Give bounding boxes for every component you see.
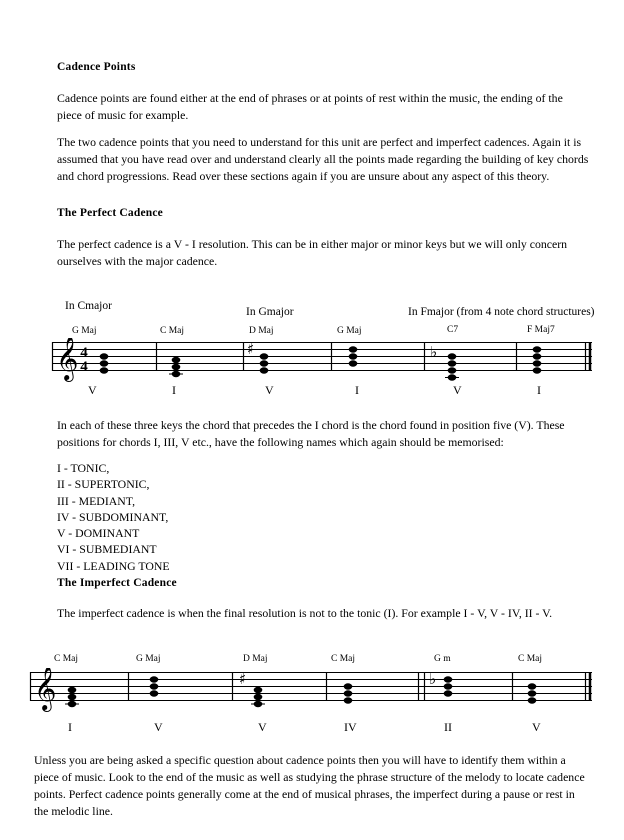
paragraph-in-each-key: In each of these three keys the chord that precedes the I chord is the chord found in position five (V). These positions for chords I, III, V etc., have the following names which again should be memorised: — [57, 418, 565, 450]
roman-numeral-2-5: II — [444, 720, 452, 734]
roman-numeral-3: V — [265, 383, 274, 397]
chord-label-2-d-maj: D Maj — [243, 654, 268, 664]
svg-text:𝄞: 𝄞 — [56, 338, 79, 380]
chord-position-list — [57, 460, 457, 574]
music-example-imperfect-cadence — [0, 650, 624, 740]
list-item-dominant: V - DOMINANT — [57, 526, 140, 541]
paragraph-intro-1: Cadence points are found either at the end of phrases or at points of rest within the music, the ending of the piece of music for example. — [57, 91, 563, 123]
roman-numeral-2-6: V — [532, 720, 541, 734]
svg-text:𝄞: 𝄞 — [34, 668, 57, 710]
roman-numeral-2: I — [172, 383, 176, 397]
roman-numeral-2-3: V — [258, 720, 267, 734]
paragraph-imperfect-cadence: The imperfect cadence is when the final resolution is not to the tonic (I). For example I - V, V - IV, II - V. — [57, 606, 553, 620]
paragraph-perfect-cadence: The perfect cadence is a V - I resolution. This can be in either major or minor keys but we will only concern ourselves with the major cadence. — [57, 237, 568, 269]
chord-label-2-g-minor: G m — [434, 654, 451, 664]
roman-numeral-5: V — [453, 383, 462, 397]
key-label-c-major: In Cmajor — [65, 300, 112, 312]
roman-numeral-1: V — [88, 383, 97, 397]
staff-system-2 — [0, 668, 624, 728]
chord-label-2-c-maj-1: C Maj — [54, 654, 79, 664]
heading-imperfect-cadence: The Imperfect Cadence — [57, 577, 177, 589]
list-item-leading-tone: VII - LEADING TONE — [57, 558, 170, 573]
paragraph-closing: Unless you are being asked a specific question about cadence points then you will have to identify them within a piece of music. Look to the end of the music as well as studying the phrase structure of the melody to locate cadence points. Perfect cadence points generally come at the end of musical phrases, the imperfect during a pause or rest in the melodic line. — [34, 753, 585, 819]
chord-label-f-maj7: F Maj7 — [527, 325, 555, 335]
heading-perfect-cadence: The Perfect Cadence — [57, 207, 163, 219]
heading-cadence-points: Cadence Points — [57, 61, 136, 73]
music-example-perfect-cadence — [0, 296, 624, 401]
paragraph-intro-2: The two cadence points that you need to understand for this unit are perfect and imperfect cadences. Again it is assumed that you have read over and understand clearly all the points made regarding the building of key chords and chord progressions. Read over these sections again if you are unsure about any aspect of this theory. — [57, 135, 589, 184]
chord-label-g-maj-1: G Maj — [72, 326, 97, 336]
chord-label-2-c-maj-2: C Maj — [331, 654, 356, 664]
list-item-tonic: I - TONIC, — [57, 461, 110, 475]
svg-text:♭: ♭ — [430, 343, 438, 361]
chord-label-2-c-maj-3: C Maj — [518, 654, 543, 664]
svg-text:♯: ♯ — [247, 340, 255, 358]
list-item-mediant: III - MEDIANT, — [57, 493, 136, 508]
svg-text:4: 4 — [80, 359, 88, 375]
chord-label-c-maj-1: C Maj — [160, 326, 185, 336]
list-item-submediant: VI - SUBMEDIANT — [57, 542, 157, 557]
chord-label-g-maj-2: G Maj — [337, 326, 362, 336]
list-item-subdominant: IV - SUBDOMINANT, — [57, 509, 169, 524]
svg-text:♯: ♯ — [239, 670, 247, 688]
roman-numeral-2-1: I — [68, 720, 72, 734]
chord-label-2-g-maj: G Maj — [136, 654, 161, 664]
list-item-supertonic: II - SUPERTONIC, — [57, 477, 150, 492]
chord-label-d-maj-1: D Maj — [249, 326, 274, 336]
roman-numeral-4: I — [355, 383, 359, 397]
key-label-g-major: In Gmajor — [246, 306, 294, 318]
roman-numeral-2-2: V — [154, 720, 163, 734]
roman-numeral-2-4: IV — [344, 720, 357, 734]
svg-text:4: 4 — [80, 345, 88, 361]
roman-numeral-6: I — [537, 383, 541, 397]
chord-label-c7: C7 — [447, 325, 459, 335]
key-label-f-major: In Fmajor (from 4 note chord structures) — [408, 306, 595, 318]
svg-text:♭: ♭ — [429, 670, 437, 688]
